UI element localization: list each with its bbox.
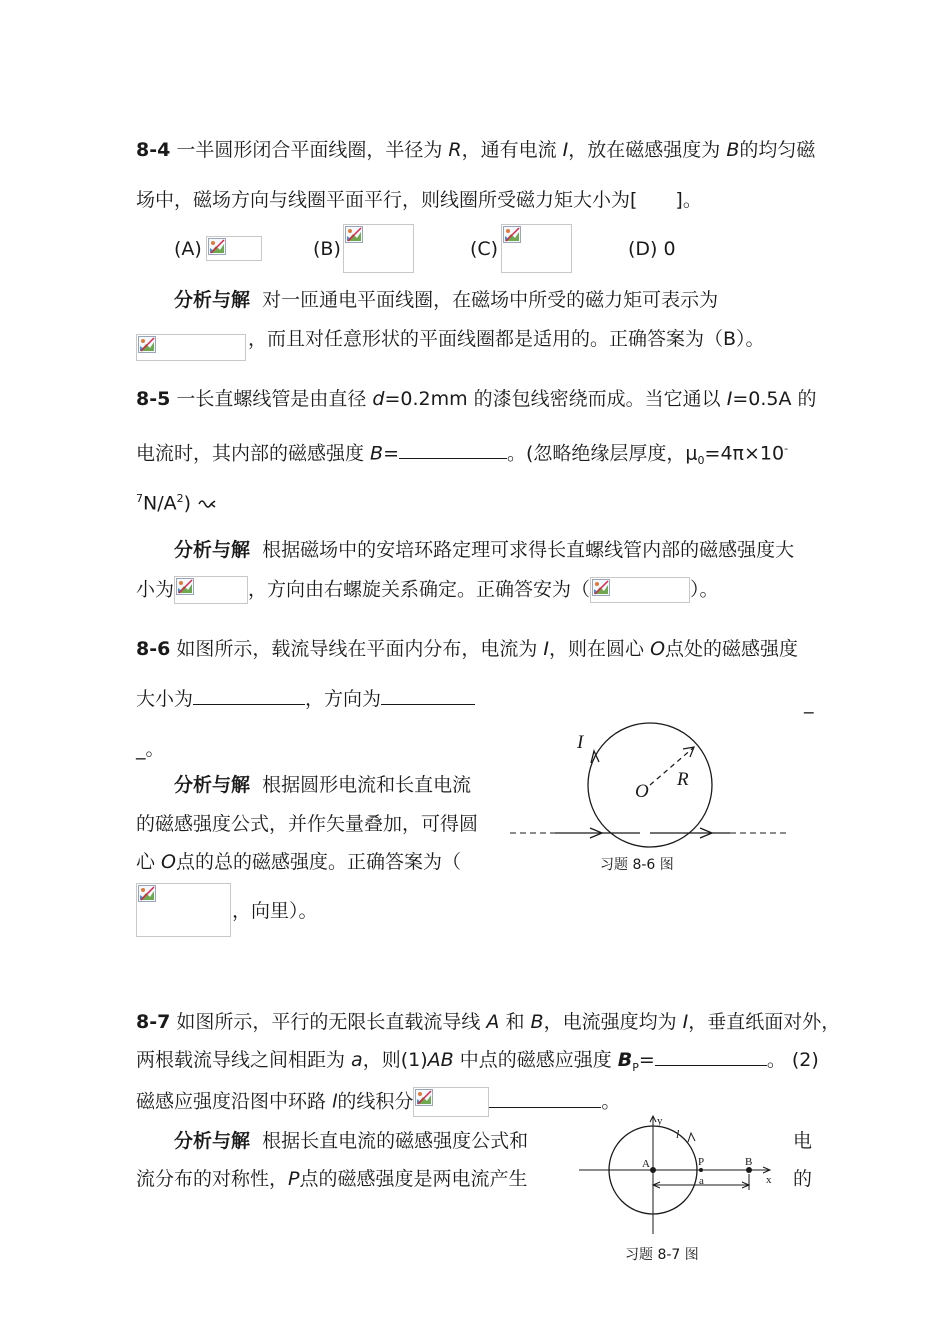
broken-image-icon: [415, 1089, 433, 1106]
symbol-A: A: [486, 1011, 500, 1033]
text: 根据圆形电流和长直电流: [262, 774, 472, 796]
text: 大小为: [136, 688, 194, 710]
subscript: P: [632, 1060, 639, 1074]
label-I: I: [577, 732, 584, 753]
text: ，方向由右螺旋关系确定。正确答安为（: [248, 578, 591, 601]
analysis-8-4-line-1: [174, 287, 718, 313]
broken-image-icon: [592, 579, 610, 596]
text: =0.5A 的: [732, 388, 817, 410]
analysis-8-5-line-1: [174, 537, 794, 563]
text: 如图所示，平行的无限长直载流导线: [176, 1011, 487, 1033]
answer-blank: [655, 1047, 767, 1066]
symbol-l: l: [332, 1090, 338, 1113]
option-b: [313, 236, 341, 262]
answer-blank: [381, 686, 475, 705]
arrow-icon: [688, 1133, 695, 1142]
text: 点处的磁感强度: [665, 638, 799, 660]
answer-blank: [489, 1089, 601, 1108]
analysis-label: 分析与解: [174, 289, 251, 311]
text: N/A: [143, 492, 177, 515]
text: =: [383, 442, 400, 465]
paragraph-mark-icon: [197, 497, 217, 511]
symbol-P: P: [288, 1168, 300, 1190]
superscript: 7: [136, 492, 143, 505]
problem-8-6-line-2: [136, 686, 475, 712]
text: ，方向为: [305, 688, 382, 710]
analysis-8-7-line-2: [136, 1166, 528, 1192]
text: 一半圆形闭合平面线圈，半径为: [176, 139, 449, 161]
symbol-I: I: [562, 139, 569, 161]
formula-image-answer: [136, 883, 231, 937]
text: =4π×10: [704, 442, 785, 465]
text: 对一匝通电平面线圈，在磁场中所受的磁力矩可表示为: [262, 289, 719, 311]
superscript: -: [784, 442, 789, 455]
superscript: 2: [176, 492, 184, 505]
option-c: [470, 236, 498, 262]
analysis-8-7-line-1-end: 电: [793, 1130, 813, 1152]
problem-8-4-line-1: [136, 137, 815, 163]
problem-8-6-line-1: [136, 636, 798, 662]
text: ，垂直纸面对外，: [688, 1011, 841, 1033]
option-label: (A): [174, 238, 202, 260]
broken-image-icon: [208, 238, 226, 255]
text: 如图所示，载流导线在平面内分布，电流为: [176, 638, 544, 660]
text: ，通有电流: [461, 139, 563, 161]
text: 一长直螺线管是由直径: [176, 388, 373, 410]
broken-image-icon: [345, 226, 363, 243]
text: ，电流强度均为: [543, 1011, 683, 1033]
text: 根据长直电流的磁感强度公式和: [262, 1130, 529, 1152]
label-a: a: [699, 1175, 704, 1187]
text: =: [638, 1049, 655, 1071]
symbol-B: B: [530, 1011, 544, 1033]
analysis-8-7-line-2-end: 的: [793, 1168, 813, 1190]
figure-8-6: [505, 715, 795, 855]
problem-number: 8-4: [136, 139, 171, 161]
symbol-I: I: [726, 388, 733, 410]
label-y: y: [657, 1115, 663, 1127]
text: 电流时，其内部的磁感强度: [136, 442, 371, 465]
formula-image-a: [206, 236, 262, 261]
formula-image-integral: [413, 1087, 489, 1117]
problem-number: 8-6: [136, 638, 171, 660]
text: 根据磁场中的安培环路定理可求得长直螺线管内部的磁感强度大: [262, 539, 795, 561]
text: 心: [136, 851, 162, 873]
broken-image-icon: [176, 578, 194, 595]
text: 小为: [136, 578, 175, 601]
text: 的线积分: [337, 1090, 414, 1113]
text: 两根载流导线之间相距为: [136, 1049, 352, 1071]
symbol-AB: AB: [427, 1049, 454, 1071]
answer-blank: [193, 686, 305, 705]
analysis-8-6-line-2: 的磁感强度公式，并作矢量叠加，可得圆: [136, 813, 479, 835]
text: =0.2mm 的漆包线密绕而成。当它通以: [384, 388, 727, 410]
problem-8-5-line-3: [136, 486, 217, 516]
problem-8-7-line-1: [136, 1009, 840, 1035]
caption-8-6: 习题 8-6 图: [600, 857, 674, 873]
problem-8-4-line-2: 场中，磁场方向与线圈平面平行，则线圈所受磁力矩大小为[ ]。: [136, 189, 702, 211]
symbol-B: B: [370, 442, 384, 465]
subscript: 0: [697, 454, 705, 468]
analysis-8-5-line-2: [136, 576, 719, 604]
text: 。 (2): [766, 1049, 819, 1071]
problem-number: 8-5: [136, 388, 171, 410]
problem-8-7-line-3: [136, 1087, 620, 1117]
text: 的均匀磁: [739, 139, 816, 161]
analysis-8-6-line-1: [174, 772, 471, 798]
formula-image-b-inside: [174, 576, 248, 604]
figure-8-7: [575, 1112, 785, 1240]
wire-a-point: [650, 1167, 656, 1173]
point-p: [699, 1168, 703, 1172]
symbol-O: O: [650, 638, 666, 660]
text: 。(忽略绝缘层厚度，μ: [507, 442, 698, 465]
formula-image-answer: [590, 577, 690, 603]
symbol-B: B: [726, 139, 740, 161]
text: ，则在圆心: [549, 638, 651, 660]
label-O: O: [635, 781, 649, 802]
symbol-I: I: [543, 638, 550, 660]
problem-8-5-line-2: [136, 436, 788, 474]
problem-8-6-line-3: _。: [136, 738, 165, 760]
analysis-label: 分析与解: [174, 1130, 251, 1152]
answer-blank: [399, 440, 507, 459]
analysis-label: 分析与解: [174, 774, 251, 796]
formula-image-torque: [136, 334, 246, 361]
analysis-8-6-line-3: [136, 849, 461, 875]
text: ): [183, 492, 192, 515]
caption-8-7: 习题 8-7 图: [625, 1247, 699, 1263]
label-R: R: [677, 769, 689, 790]
label-A: A: [642, 1158, 650, 1170]
problem-number: 8-7: [136, 1011, 171, 1033]
text: 和: [499, 1011, 531, 1033]
symbol-I: I: [682, 1011, 689, 1033]
label-l: l: [676, 1127, 680, 1141]
symbol-R: R: [448, 139, 462, 161]
text: 流分布的对称性，: [136, 1168, 289, 1190]
broken-image-icon: [138, 336, 156, 353]
label-P: P: [698, 1156, 705, 1168]
option-d: (D) 0: [628, 238, 676, 260]
text: ）。: [690, 578, 719, 601]
symbol-a: a: [351, 1049, 363, 1071]
text: 。: [601, 1090, 621, 1113]
problem-8-7-line-2: [136, 1047, 819, 1081]
text: 点的总的磁感强度。正确答案为（: [176, 851, 462, 873]
formula-image-b: [343, 224, 414, 273]
text: ，放在磁感强度为: [568, 139, 727, 161]
option-a: [174, 236, 202, 262]
broken-image-icon: [138, 885, 156, 902]
analysis-8-4-line-2: ，而且对任意形状的平面线圈都是适用的。正确答案为（B）。: [248, 328, 765, 350]
text: ，则(1): [362, 1049, 428, 1071]
broken-image-icon: [503, 226, 521, 243]
symbol-Bp: B: [617, 1049, 633, 1071]
analysis-8-7-line-1: [174, 1128, 528, 1154]
text: 点的磁感强度是两电流产生: [299, 1168, 528, 1190]
option-label: (B): [313, 238, 341, 260]
text: 中点的磁感应强度: [453, 1049, 618, 1071]
text: 磁感应强度沿图中环路: [136, 1090, 333, 1113]
analysis-label: 分析与解: [174, 539, 251, 561]
formula-image-c: [501, 224, 572, 273]
symbol-d: d: [372, 388, 385, 410]
analysis-8-6-line-4: ，向里）。: [232, 900, 318, 922]
option-label: (C): [470, 238, 499, 260]
line-end-mark: _: [804, 692, 814, 714]
symbol-O: O: [161, 851, 177, 873]
label-B: B: [745, 1156, 753, 1168]
label-x: x: [766, 1174, 772, 1186]
problem-8-5-line-1: [136, 386, 817, 412]
